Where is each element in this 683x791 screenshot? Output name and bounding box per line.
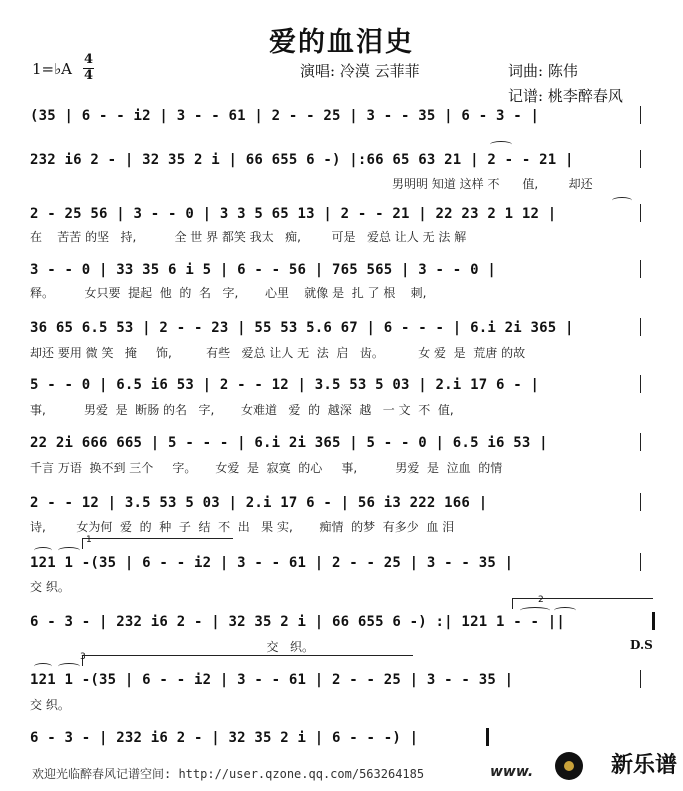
lyric-line-6: 事, 男爱 是 断肠 的名 字, 女难道 爱 的 越深 越 一 文 不 值, — [30, 403, 454, 417]
song-title: 爱的血泪史 — [269, 27, 414, 58]
barline — [640, 150, 641, 168]
key-signature: 1=♭A — [32, 60, 73, 78]
lyric-line-7: 千言 万语 换不到 三个 字。 女爱 是 寂寞 的心 事, 男爱 是 泣血 的情 — [30, 461, 503, 475]
singers: 演唱: 冷漠 云菲菲 — [300, 62, 420, 80]
slur-mark — [58, 663, 80, 670]
lyric-line-11: 交 织。 — [30, 698, 70, 712]
transcriber: 记谱: 桃李醉春风 — [508, 87, 623, 105]
volta-bracket — [82, 655, 413, 666]
barline — [640, 318, 641, 336]
score-line-4: 3 - - 0 | 33 35 6 i 5 | 6 - - 56 | 765 565 | 3 - - 0 | — [30, 262, 496, 278]
barline — [640, 670, 641, 688]
score-line-8: 2 - - 12 | 3.5 53 5 03 | 2.i 17 6 - | 56 i3 222 166 | — [30, 495, 488, 511]
slur-mark — [554, 607, 576, 614]
site-logo: 新乐谱 — [610, 753, 677, 778]
footer-text: 欢迎光临醉春风记谱空间: http://user.qzone.qq.com/563264185 — [32, 767, 425, 781]
score-line-6: 5 - - 0 | 6.5 i6 53 | 2 - - 12 | 3.5 53 5 03 | 2.i 17 6 - | — [30, 377, 540, 393]
barline — [640, 433, 641, 451]
time-signature-bottom: 4 — [84, 68, 94, 83]
score-line-10: 6 - 3 - | 232 i6 2 - | 32 35 2 i | 66 655 6 -) :| 121 1 - - || — [30, 614, 565, 630]
lyric-line-10: 交 织。 — [30, 640, 314, 654]
final-barline — [652, 612, 655, 630]
slur-mark — [34, 547, 52, 554]
score-line-3: 2 - 25 56 | 3 - - 0 | 3 3 5 65 13 | 2 - - 21 | 22 23 2 1 12 | — [30, 206, 557, 222]
barline — [640, 260, 641, 278]
final-barline — [486, 728, 489, 746]
barline — [640, 204, 641, 222]
score-line-9: 121 1 -(35 | 6 - - i2 | 3 - - 61 | 2 - - 25 | 3 - - 35 | — [30, 555, 514, 571]
slur-mark — [520, 607, 550, 614]
score-line-12: 6 - 3 - | 232 i6 2 - | 32 35 2 i | 6 - - -) | — [30, 730, 419, 746]
barline — [640, 553, 641, 571]
score-line-5: 36 65 6.5 53 | 2 - - 23 | 55 53 5.6 67 | 6 - - - | 6.i 2i 365 | — [30, 320, 574, 336]
lyric-line-4: 释。 女只要 提起 他 的 名 字, 心里 就像 是 扎 了 根 刺, — [30, 286, 427, 300]
barline — [640, 493, 641, 511]
score-line-2: 232 i6 2 - | 32 35 2 i | 66 655 6 -) |:66 65 63 21 | 2 - - 21 | — [30, 152, 574, 168]
volta-number: 2 — [538, 595, 544, 605]
lyric-line-5: 却还 要用 微 笑 掩 饰, 有些 爱总 让人 无 法 启 齿。 女 爱 是 荒唐 的故 — [30, 346, 526, 360]
score-line-11: 121 1 -(35 | 6 - - i2 | 3 - - 61 | 2 - - 25 | 3 - - 35 | — [30, 672, 514, 688]
lyric-line-3: 在 苦苦 的坚 持, 全 世 界 都笑 我太 痴, 可是 爱总 让人 无 法 解 — [30, 230, 467, 244]
time-signature-top: 4 — [84, 52, 94, 67]
lyric-line-9: 交 织。 — [30, 580, 70, 594]
composer: 词曲: 陈伟 — [508, 62, 578, 80]
slur-mark — [58, 547, 80, 554]
lyric-line-2: 男明明 知道 这样 不 值, 却还 — [392, 177, 593, 191]
barline — [640, 375, 641, 393]
volta-number: 3 — [80, 652, 86, 662]
barline — [640, 106, 641, 124]
score-line-7: 22 2i 666 665 | 5 - - - | 6.i 2i 365 | 5 - - 0 | 6.5 i6 53 | — [30, 435, 548, 451]
slur-mark — [612, 197, 632, 204]
volta-bracket — [82, 538, 233, 549]
watermark-www: www. — [490, 764, 534, 780]
record-disc-icon — [555, 752, 583, 780]
slur-mark — [34, 663, 52, 670]
score-line-1: (35 | 6 - - i2 | 3 - - 61 | 2 - - 25 | 3 - - 35 | 6 - 3 - | — [30, 108, 540, 124]
dal-segno-mark: D.S — [630, 638, 653, 652]
lyric-line-8: 诗, 女为何 爱 的 种 子 结 不 出 果 实, 痴情 的梦 有多少 血 泪 — [30, 520, 455, 534]
volta-number: 1 — [86, 535, 92, 545]
slur-mark — [490, 141, 512, 148]
